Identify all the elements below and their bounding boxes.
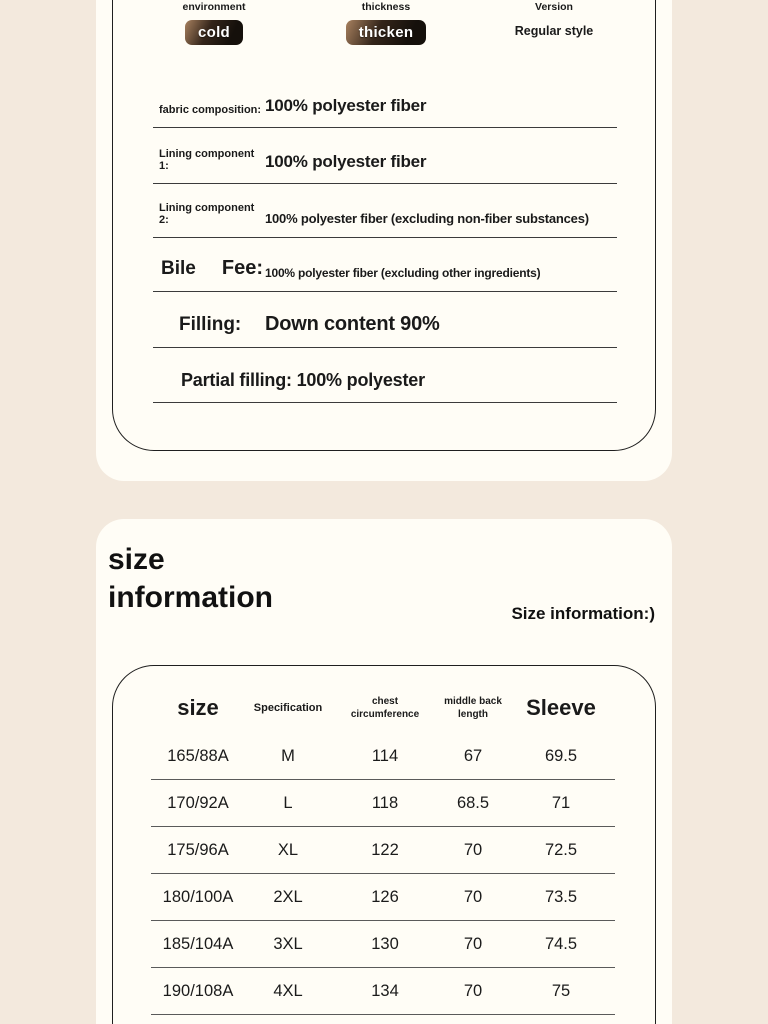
cell-sleeve: 72.5: [544, 840, 578, 859]
cell-spec: XL: [277, 840, 299, 859]
spec-label: Lining component 2:: [159, 202, 255, 226]
cell-back-length: 68.5: [456, 793, 490, 812]
cell-spec: L: [283, 793, 293, 812]
cell-chest: 130: [371, 934, 399, 953]
attribute-thickness: [305, 1, 467, 45]
cell-size: 165/88A: [167, 746, 229, 765]
size-table-box: [112, 665, 656, 1024]
cell-size: 170/92A: [167, 793, 229, 812]
spec-row-fabric: [153, 86, 617, 128]
attribute-version: [473, 1, 635, 40]
table-row: [151, 921, 615, 968]
header-middle-back-length: [439, 695, 507, 721]
spec-label: [153, 257, 265, 280]
attribute-label: environment: [182, 1, 246, 13]
header-line: length: [458, 709, 488, 720]
spec-value: 100% polyester fiber (excluding other ingredients): [265, 266, 541, 280]
header-line: circumference: [350, 709, 420, 720]
cell-back-length: 70: [463, 981, 483, 1000]
table-row: [151, 780, 615, 827]
cell-chest: 122: [371, 840, 399, 859]
attribute-environment: [133, 1, 295, 45]
spec-row-partial-filling: [153, 361, 617, 403]
size-section-title: [108, 541, 273, 617]
cell-chest: 114: [371, 746, 399, 765]
cell-spec: 4XL: [273, 981, 303, 1000]
cell-spec: 2XL: [273, 887, 303, 906]
cell-size: 185/104A: [162, 934, 234, 953]
header-sleeve: Sleeve: [526, 695, 596, 720]
header-chest-circumference: [331, 695, 439, 721]
cell-sleeve: 75: [551, 981, 571, 1000]
spec-label: Filling:: [179, 314, 242, 335]
cell-sleeve: 69.5: [544, 746, 578, 765]
spec-value: Down content 90%: [265, 313, 440, 335]
cell-chest: 134: [371, 981, 399, 1000]
attribute-label: Version: [535, 1, 573, 13]
table-row: [151, 733, 615, 780]
spec-label-part: Bile: [161, 258, 196, 279]
table-row: [151, 874, 615, 921]
size-title-line1: size: [108, 543, 165, 576]
table-row: [151, 827, 615, 874]
environment-badge: cold: [185, 20, 243, 45]
spec-label: Lining component 1:: [159, 148, 255, 172]
attribute-row: [113, 1, 655, 65]
cell-size: 175/96A: [167, 840, 229, 859]
spec-row-bile-fee: [153, 250, 617, 292]
product-specs-box: [112, 0, 656, 451]
spec-row-filling: [153, 306, 617, 348]
header-size: size: [177, 695, 219, 720]
size-table-header: [151, 682, 615, 734]
cell-sleeve: 71: [551, 793, 571, 812]
thickness-badge: thicken: [346, 20, 427, 45]
cell-chest: 126: [371, 887, 399, 906]
cell-spec: 3XL: [273, 934, 303, 953]
table-row: [151, 968, 615, 1015]
spec-row-lining-2: [153, 196, 617, 238]
spec-row-lining-1: [153, 142, 617, 184]
cell-back-length: 70: [463, 840, 483, 859]
spec-text: Partial filling: 100% polyester: [181, 370, 425, 390]
cell-chest: 118: [371, 793, 399, 812]
cell-spec: M: [281, 746, 295, 765]
size-section-subtitle: Size information:): [511, 604, 655, 623]
size-table-body: [151, 733, 615, 1015]
header-line: chest: [371, 696, 399, 707]
version-value: Regular style: [514, 24, 594, 38]
attribute-label: thickness: [361, 1, 411, 13]
spec-label-part: Fee:: [221, 257, 263, 279]
header-line: middle back: [444, 696, 502, 707]
spec-value: 100% polyester fiber: [265, 152, 427, 171]
cell-back-length: 70: [463, 934, 483, 953]
cell-size: 190/108A: [162, 981, 234, 1000]
cell-size: 180/100A: [162, 887, 234, 906]
cell-sleeve: 73.5: [544, 887, 578, 906]
cell-back-length: 67: [463, 746, 483, 765]
spec-value: 100% polyester fiber: [265, 96, 427, 115]
cell-sleeve: 74.5: [544, 934, 578, 953]
cell-back-length: 70: [463, 887, 483, 906]
spec-label: fabric composition:: [159, 104, 262, 116]
spec-value: 100% polyester fiber (excluding non-fiber substances): [265, 211, 589, 226]
size-title-line2: information: [108, 581, 273, 614]
header-specification: Specification: [253, 702, 323, 714]
